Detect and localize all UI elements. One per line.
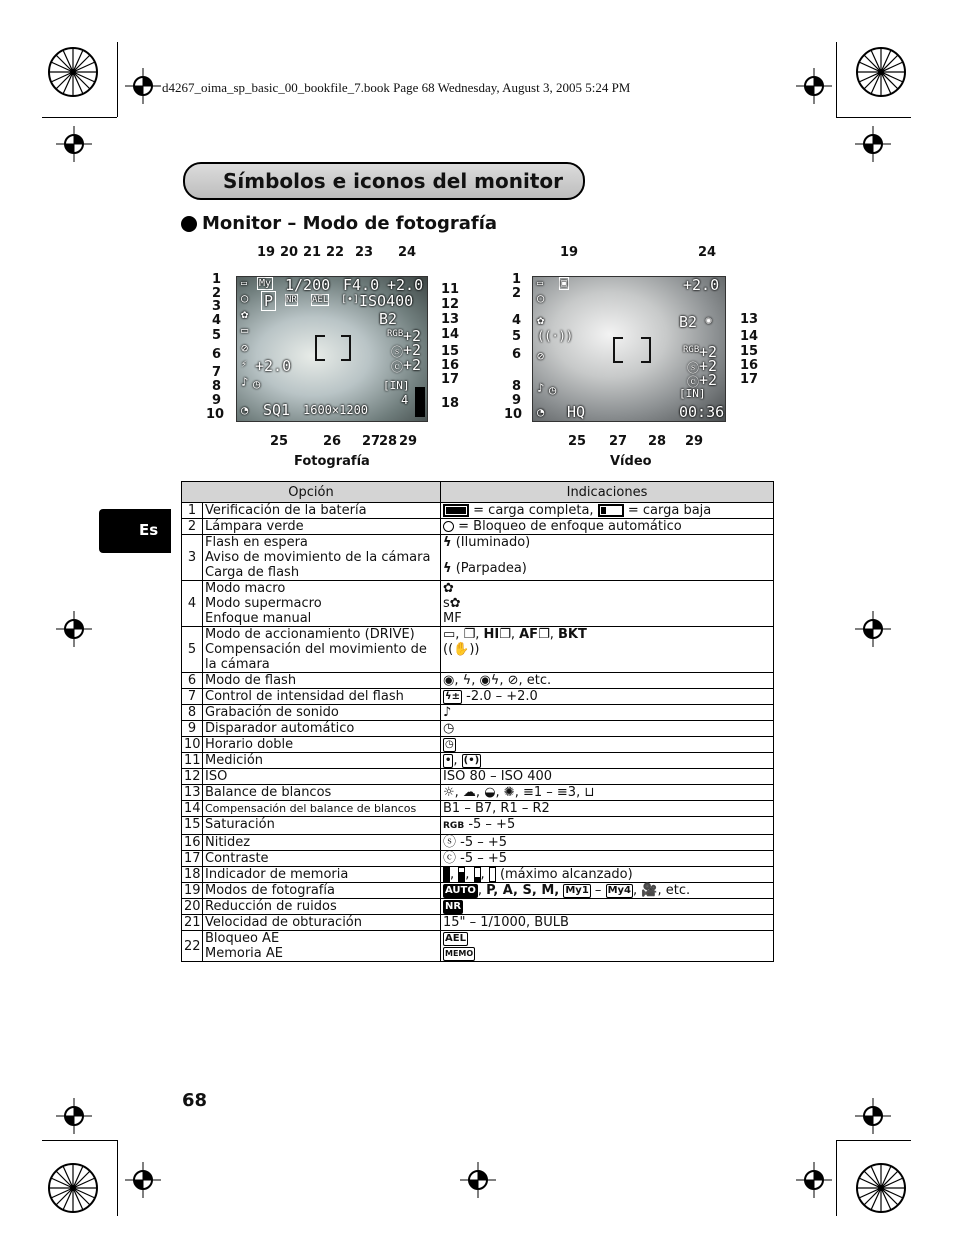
crosshair-mark [855,1098,891,1134]
registration-mark-top-right [851,42,911,102]
video-diagram [506,244,766,474]
hi-sequential-icon: ❐ [499,627,511,642]
callout-29: 29 [399,434,418,449]
video-callout-25: 25 [568,434,587,449]
macro-icon: ✿ [241,307,249,321]
green-lamp-icon [443,521,454,532]
table-row: 9 Disparador automático ◷ [182,721,774,737]
bullet-icon [181,216,197,232]
sharpness-icon: ⓢ [443,835,457,850]
osd-wb: B2 [379,310,398,328]
table-row: 6 Modo de flash ◉, ϟ, ◉ϟ, ⊘, etc. [182,673,774,689]
video-osd-quality: HQ [567,403,586,421]
crosshair-mark [125,68,161,104]
battery-low-icon [598,504,624,517]
video-callout-9: 9 [512,393,522,408]
trim-line [42,1140,117,1141]
section-title: Símbolos e iconos del monitor [223,169,563,193]
page-number: 68 [182,1090,208,1111]
subsection-heading [181,213,497,234]
registration-mark-top-left [43,42,103,102]
video-callout-10: 10 [504,407,523,422]
table-row: 12 ISO ISO 80 – ISO 400 [182,769,774,785]
callout-15: 15 [441,344,460,359]
table-row: 8 Grabación de sonido ♪ [182,705,774,721]
dualtime-icon: ◔ [241,403,249,417]
callout-19-video: 19 [560,245,579,260]
video-osd-ev: +2.0 [683,276,720,294]
video-callout-2: 2 [512,286,522,301]
video-callout-1: 1 [512,272,522,287]
video-callout-29: 29 [685,434,704,449]
callout-1: 1 [212,272,222,287]
callout-4: 4 [212,313,222,328]
options-table [181,481,774,962]
memory-full-icon [443,867,450,882]
selftimer-icon: ◷ [443,721,455,736]
af-bracket-left [315,335,325,361]
stabilizer-icon: ((✋)) [443,642,480,657]
video-osd-sat: +2 [699,343,718,361]
my1-icon: My1 [565,884,589,896]
contrast-icon: ⓒ [443,851,457,866]
osd-ev: +2.0 [387,276,424,294]
movie-mode-icon: ▣ [561,278,568,289]
video-osd-sharp: +2 [699,357,718,375]
video-osd-mem: [IN] [679,387,706,400]
crosshair-mark [855,126,891,162]
video-callout-28: 28 [648,434,667,449]
table-row: 19 Modos de fotografía AUTO , P, A, S, M, My1 – My4 , 🎥, etc. [182,883,774,899]
callout-16: 16 [441,358,460,373]
osd-iso: ISO400 [359,292,414,310]
crosshair-mark [855,611,891,647]
table-row: 2 Lámpara verde = Bloqueo de enfoque automático [182,519,774,535]
video-contrast-icon: ⓒ [687,375,700,389]
osd-aperture: F4.0 [343,276,380,294]
video-sharpness-icon: ⓢ [687,361,700,375]
callout-21: 21 [303,245,322,260]
video-osd-time: 00:36 [679,403,725,421]
photo-caption: Fotografía [294,454,370,469]
video-osd-contrast: +2 [699,371,718,389]
video-callout-16: 16 [740,358,759,373]
callout-23: 23 [355,245,374,260]
callout-22: 22 [326,245,345,260]
video-callout-13: 13 [740,312,759,327]
callout-2: 2 [212,286,222,301]
header-option: Opción [182,482,441,503]
flash-intensity-icon: ϟ± [445,690,460,702]
callout-19: 19 [257,245,276,260]
table-row: 14 Compensación del balance de blancos B1 – B7, R1 – R2 [182,801,774,817]
crosshair-mark [56,1098,92,1134]
dual-time-icon: ◷ [445,738,454,750]
registration-mark-bottom-right [851,1158,911,1218]
tungsten-icon: ✺ [503,785,515,800]
osd-mem: [IN] [383,379,410,392]
video-selftimer-icon: ◷ [549,383,557,397]
osd-sat: +2 [403,327,422,345]
memory-empty-icon [489,867,496,882]
video-monitor: ▭ ▣ +2.0 ○ ✿ B2 ✺ ((·)) ⊘ RGB +2 ⓢ +2 ⓒ +2 ♪ ◷ [IN] ◔ HQ 00:36 [532,276,726,422]
callout-28: 28 [379,434,398,449]
callout-18: 18 [441,396,460,411]
noise-reduction-icon: NR [445,900,462,912]
table-row: 20 Reducción de ruidos NR [182,899,774,915]
callout-25: 25 [270,434,289,449]
subsection-title: Monitor – Modo de fotografía [202,213,498,234]
sound-icon: ♪ [241,375,249,389]
crosshair-mark [56,126,92,162]
sunny-icon: ☼ [443,785,455,800]
video-callout-17: 17 [740,372,759,387]
table-row: 10 Horario doble ◷ [182,737,774,753]
memory-mid-icon [458,867,465,882]
callout-7: 7 [212,365,222,380]
registration-mark-bottom-left [43,1158,103,1218]
contrast-icon: ⓒ [391,360,404,374]
bookfile-header: d4267_oima_sp_basic_00_bookfile_7.book Page 68 Wednesday, August 3, 2005 5:24 PM [162,80,631,95]
multi-metering-icon: (•) [463,754,480,766]
flash-ev-icon: ⚡ [241,359,248,370]
redeye-icon: ◉ [443,673,455,688]
osd-resolution: 1600×1200 [303,403,369,417]
table-row: 21 Velocidad de obturación 15" – 1/1000, BULB [182,915,774,931]
video-saturation-icon: RGB [683,345,700,355]
macro-icon: ✿ [443,581,454,596]
fill-flash-icon: ϟ [462,673,472,688]
video-osd-wb: B2 [679,313,698,331]
single-shot-icon: ▭ [443,627,456,642]
callout-24: 24 [398,245,417,260]
table-row: 11 Medición • , (•) [182,753,774,769]
table-row: 18 Indicador de memoria , , , (máximo alcanzado) [182,867,774,883]
battery-full-icon [443,504,469,517]
osd-contrast: +2 [403,356,422,374]
photo-diagram [206,244,462,474]
callout-5: 5 [212,328,222,343]
trim-line [42,117,117,118]
table-row: 1 Verificación de la batería = carga completa, = carga baja [182,503,774,519]
mymode-icon: My [259,278,272,289]
callout-17: 17 [441,372,460,387]
table-row: 13 Balance de blancos ☼, ☁, ◒, ✺, ≡1 – ≡3, ⊔ [182,785,774,801]
osd-sharp: +2 [403,341,422,359]
flash-blink-icon: ϟ [443,561,452,576]
saturation-icon: RGB [443,821,465,831]
sharpness-icon: ⓢ [391,345,404,359]
ae-lock-icon: AEL [445,932,466,944]
video-sound-icon: ♪ [537,381,545,395]
callout-13: 13 [441,312,460,327]
video-callout-14: 14 [740,329,759,344]
crosshair-mark [56,611,92,647]
microphone-icon: ♪ [443,705,452,720]
flash-icon: ϟ [443,535,452,550]
ael-icon: AEL [312,295,329,305]
flash-mode-icon: ⊘ [241,341,249,355]
osd-flash-ev: +2.0 [255,357,292,375]
table-row: 15 Saturación RGB -5 – +5 [182,817,774,835]
trim-line [836,117,911,118]
fluorescent1-icon: ≡1 [522,785,543,800]
selftimer-icon: ◷ [253,377,261,391]
callout-9: 9 [212,393,222,408]
video-dualtime-icon: ◔ [537,405,545,419]
redeye-slow-icon: ◉ϟ [479,673,500,688]
osd-count: 4 [401,393,409,407]
video-caption: Vídeo [610,454,652,469]
video-macro-icon: ✿ [537,313,545,327]
video-callout-4: 4 [512,313,522,328]
video-drive-icon: ((·)) [537,329,574,343]
movie-icon: 🎥 [641,883,658,898]
af-sequential-icon: ❐ [538,627,550,642]
section-title-box [183,162,585,200]
callout-6: 6 [212,347,222,362]
osd-mode: P [261,291,276,311]
trim-line [117,42,118,117]
trim-line [836,1140,911,1141]
ae-memory-icon: MEMO [443,947,475,961]
callout-11: 11 [441,282,460,297]
language-tab-label: Es [139,521,159,539]
af-bracket-right [341,335,351,361]
metering-icon: [•] [341,294,360,305]
header-indications: Indicaciones [441,482,774,503]
table-row: 5 Modo de accionamiento (DRIVE) Compensación del movimiento de la cámara ▭, ❐, HI❐, AF❐, BKT ((✋)) [182,627,774,673]
language-tab [99,509,171,553]
osd-shutter: 1/200 [285,276,331,294]
callout-14: 14 [441,327,460,342]
sunset-icon: ◒ [484,785,496,800]
callout-8: 8 [212,379,222,394]
photo-monitor: ▭ My 1/200 F4.0 +2.0 ○ P NR AEL [•] ISO400 ✿ B2 ▭ ⊘ RGB +2 ⓢ +2 ⚡ +2.0 ⓒ +2 ♪ ◷ [IN] ◔ SQ1 1600×1200 4 [236,276,428,422]
callout-24-video: 24 [698,245,717,260]
osd-quality: SQ1 [263,401,291,419]
table-row: 17 Contraste ⓒ -5 – +5 [182,851,774,867]
video-callout-5: 5 [512,329,522,344]
video-callout-15: 15 [740,344,759,359]
trim-line [117,1140,118,1216]
table-row: 7 Control de intensidad del flash ϟ± -2.0 – +2.0 [182,689,774,705]
cloudy-icon: ☁ [462,785,476,800]
video-flash-icon: ⊘ [537,349,545,363]
crosshair-mark [125,1162,161,1198]
video-callout-27: 27 [609,434,628,449]
trim-line [836,1140,837,1216]
crosshair-mark [460,1162,496,1198]
video-callout-8: 8 [512,379,522,394]
trim-line [836,42,837,117]
flash-off-icon: ⊘ [507,673,519,688]
callout-10: 10 [206,407,225,422]
callout-3: 3 [212,299,222,314]
sequential-icon: ❐ [463,627,476,642]
table-row: 16 Nitidez ⓢ -5 – +5 [182,835,774,851]
one-touch-wb-icon: ⊔ [584,785,595,800]
table-row: 22 Bloqueo AE Memoria AE AEL MEMO [182,931,774,962]
fluorescent3-icon: ≡3 [556,785,577,800]
video-af-bracket-right [641,337,651,363]
crosshair-mark [796,1162,832,1198]
supermacro-icon: s✿ [443,596,461,611]
callout-20: 20 [280,245,299,260]
callout-12: 12 [441,297,460,312]
my4-icon: My4 [607,884,631,896]
video-callout-6: 6 [512,347,522,362]
callout-26: 26 [323,434,342,449]
wb-icon: ✺ [705,313,713,327]
nr-icon: NR [286,295,297,305]
auto-mode-icon: AUTO [445,884,476,896]
crosshair-mark [796,68,832,104]
drive-icon: ▭ [241,323,249,337]
saturation-icon: RGB [387,329,404,339]
table-row: 4 Modo macro Modo supermacro Enfoque manual ✿ s✿ MF [182,581,774,627]
table-row: 3 Flash en espera Aviso de movimiento de la cámara Carga de flash ϟ (Iluminado) ϟ (Parpadea) [182,535,774,581]
table-header-row [182,482,774,503]
memory-gauge [415,387,425,417]
memory-low-icon [474,867,481,882]
spot-metering-icon: • [445,754,452,766]
callout-27: 27 [362,434,381,449]
video-af-bracket-left [613,337,623,363]
